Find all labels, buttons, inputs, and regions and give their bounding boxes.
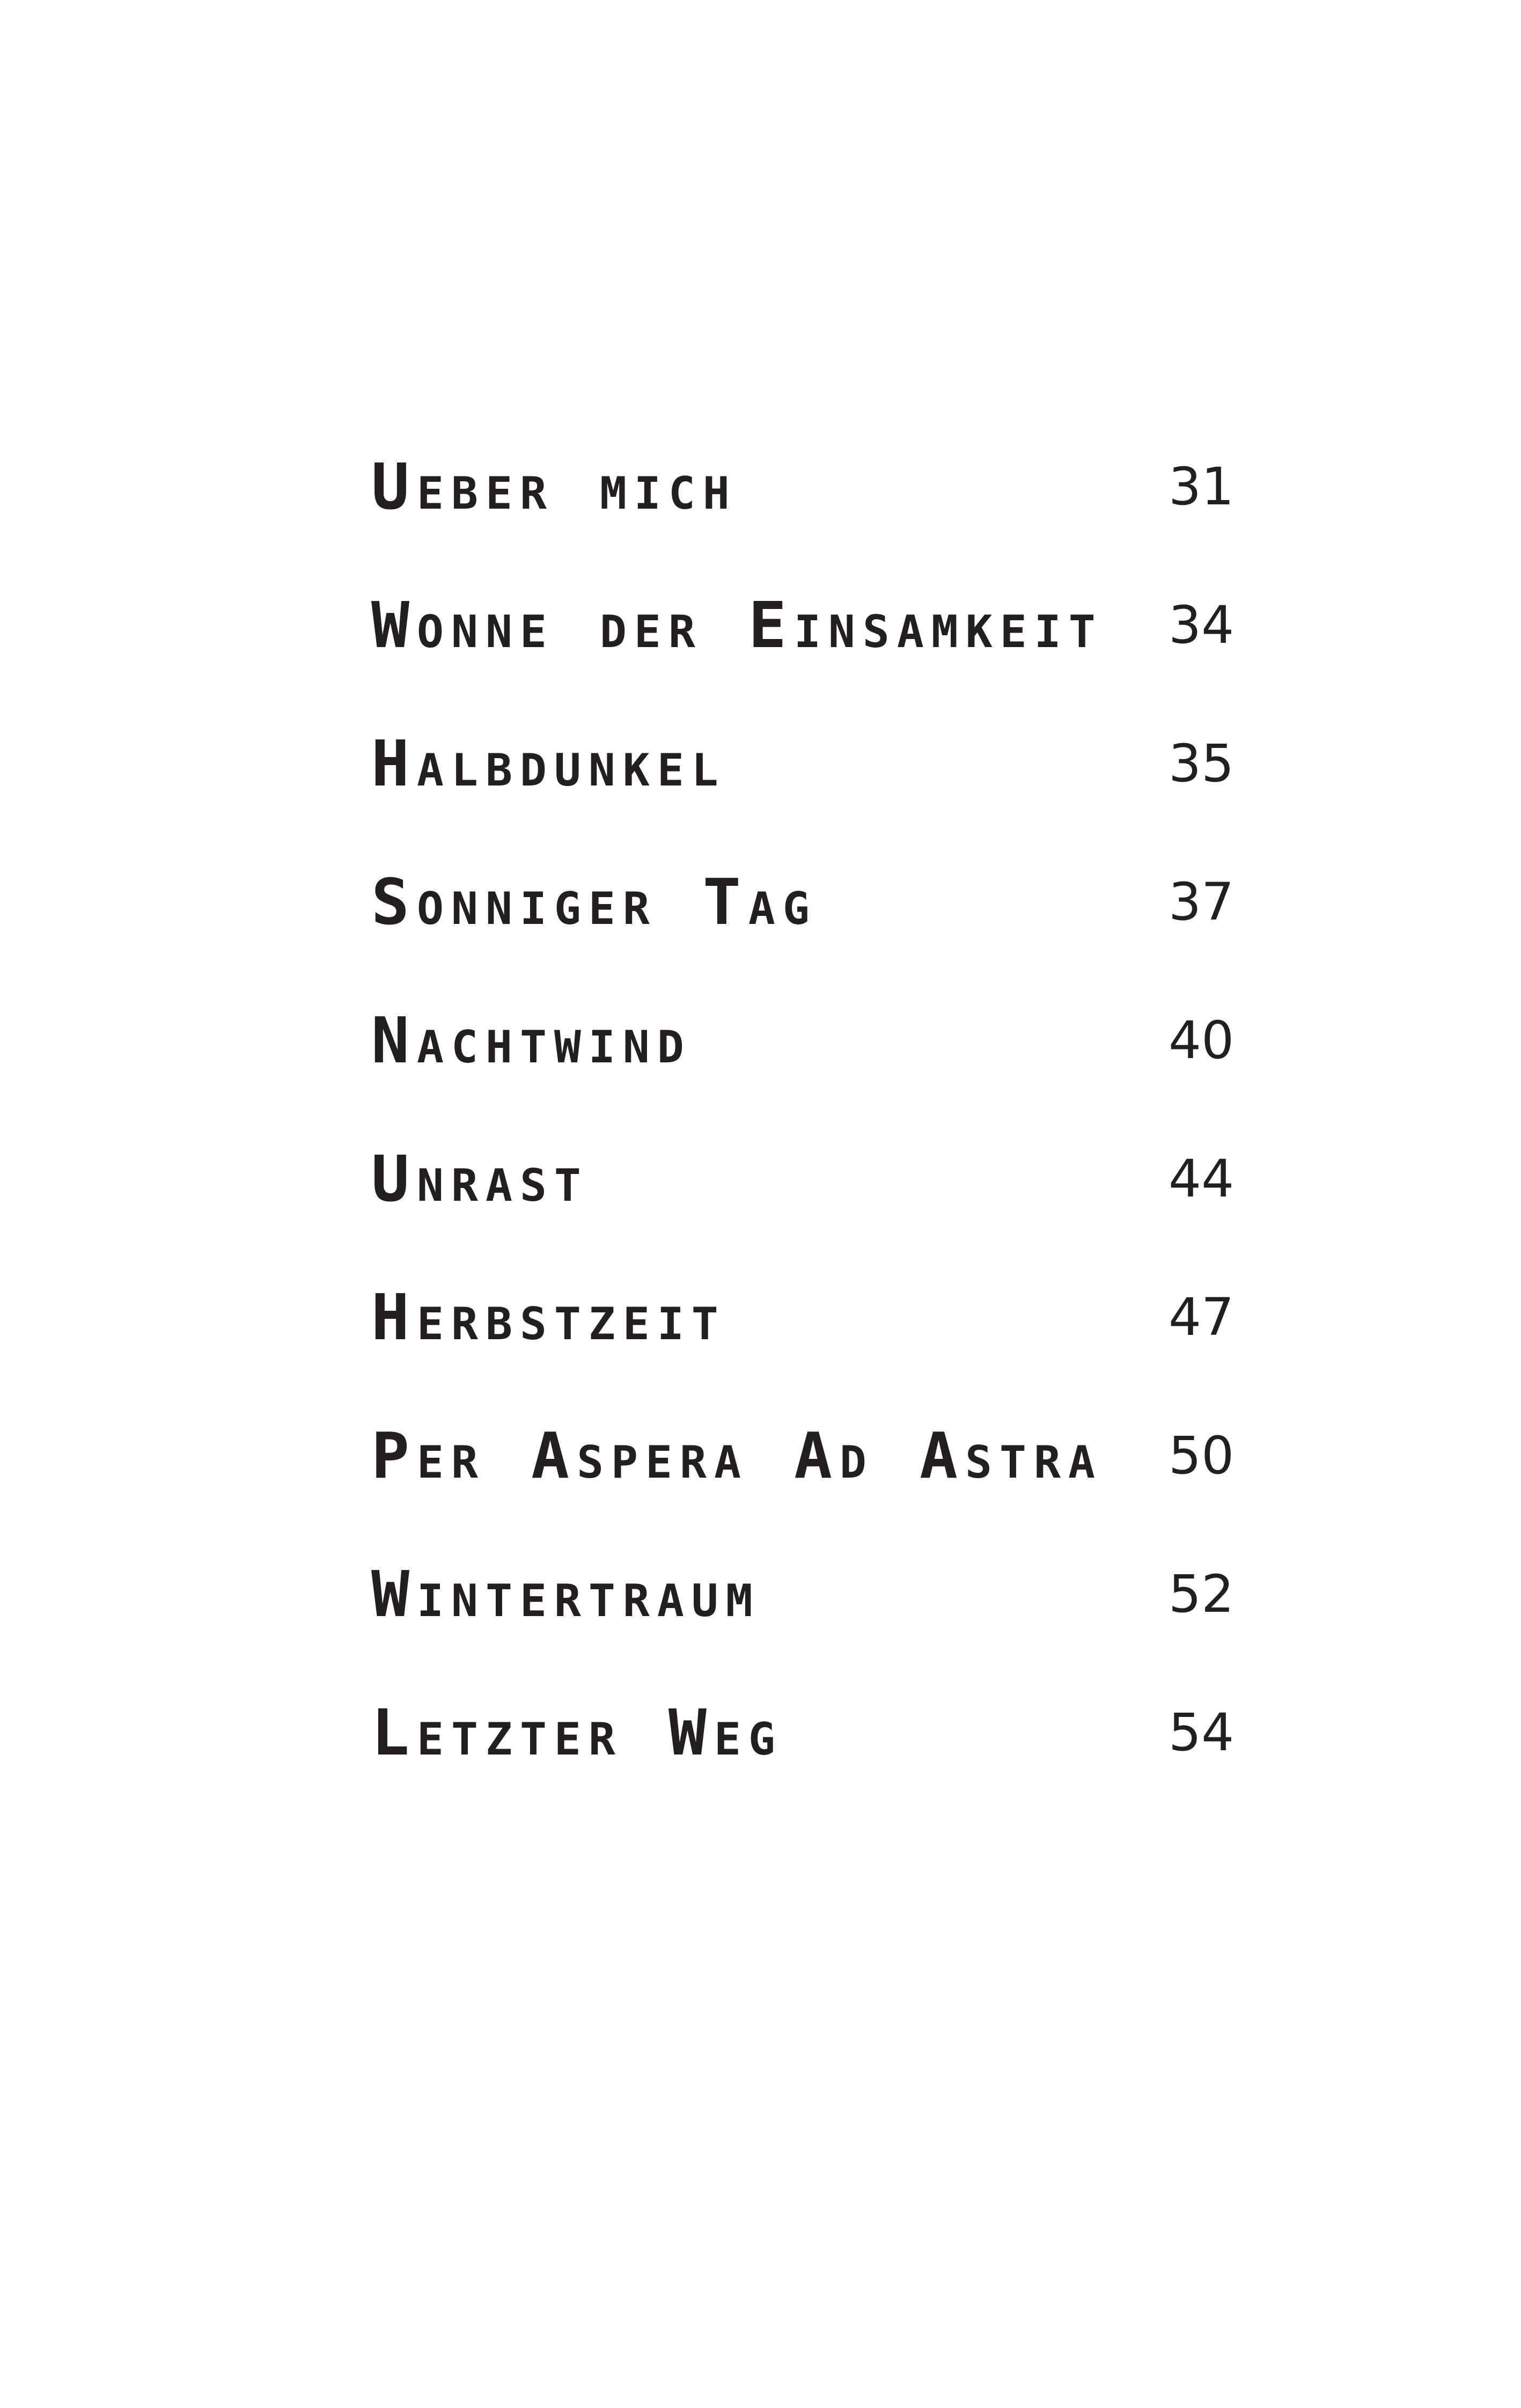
toc-entry-title: Letzter Weg: [371, 1695, 783, 1770]
toc-entry: [371, 723, 1283, 862]
toc-entry: [371, 1415, 1283, 1554]
toc-entry-page-number: 37: [1169, 872, 1235, 932]
toc-entry-title: Wonne der Einsamkeit: [371, 588, 1103, 662]
toc-entry-title: Unrast: [371, 1142, 589, 1216]
toc-entry-page-number: 40: [1169, 1010, 1235, 1070]
toc-entry-title: Herbstzeit: [371, 1280, 726, 1354]
toc-entry: [371, 1554, 1283, 1692]
toc-entry: [371, 1000, 1283, 1139]
toc-entry-page-number: 50: [1169, 1426, 1235, 1486]
toc-entry-title: Ueber mich: [371, 450, 737, 524]
toc-entry: [371, 862, 1283, 1000]
table-of-contents: [371, 446, 1283, 1831]
toc-entry: [371, 1277, 1283, 1415]
toc-entry-title: Per Aspera Ad Astra: [371, 1419, 1103, 1493]
toc-entry-page-number: 54: [1169, 1702, 1235, 1763]
toc-entry-title: Halbdunkel: [371, 726, 726, 801]
toc-entry-page-number: 47: [1169, 1287, 1235, 1347]
toc-entry-page-number: 44: [1169, 1149, 1235, 1209]
toc-entry-title: Nachtwind: [371, 1003, 692, 1077]
toc-entry-title: Wintertraum: [371, 1557, 760, 1631]
toc-entry-page-number: 35: [1169, 733, 1235, 794]
toc-entry: [371, 446, 1283, 585]
toc-entry-page-number: 34: [1169, 595, 1235, 655]
toc-entry-page-number: 31: [1169, 457, 1235, 517]
toc-entry: [371, 1139, 1283, 1277]
toc-entry: [371, 585, 1283, 723]
toc-entry-title: Sonniger Tag: [371, 865, 817, 939]
toc-entry-page-number: 52: [1169, 1564, 1235, 1624]
toc-entry: [371, 1692, 1283, 1831]
